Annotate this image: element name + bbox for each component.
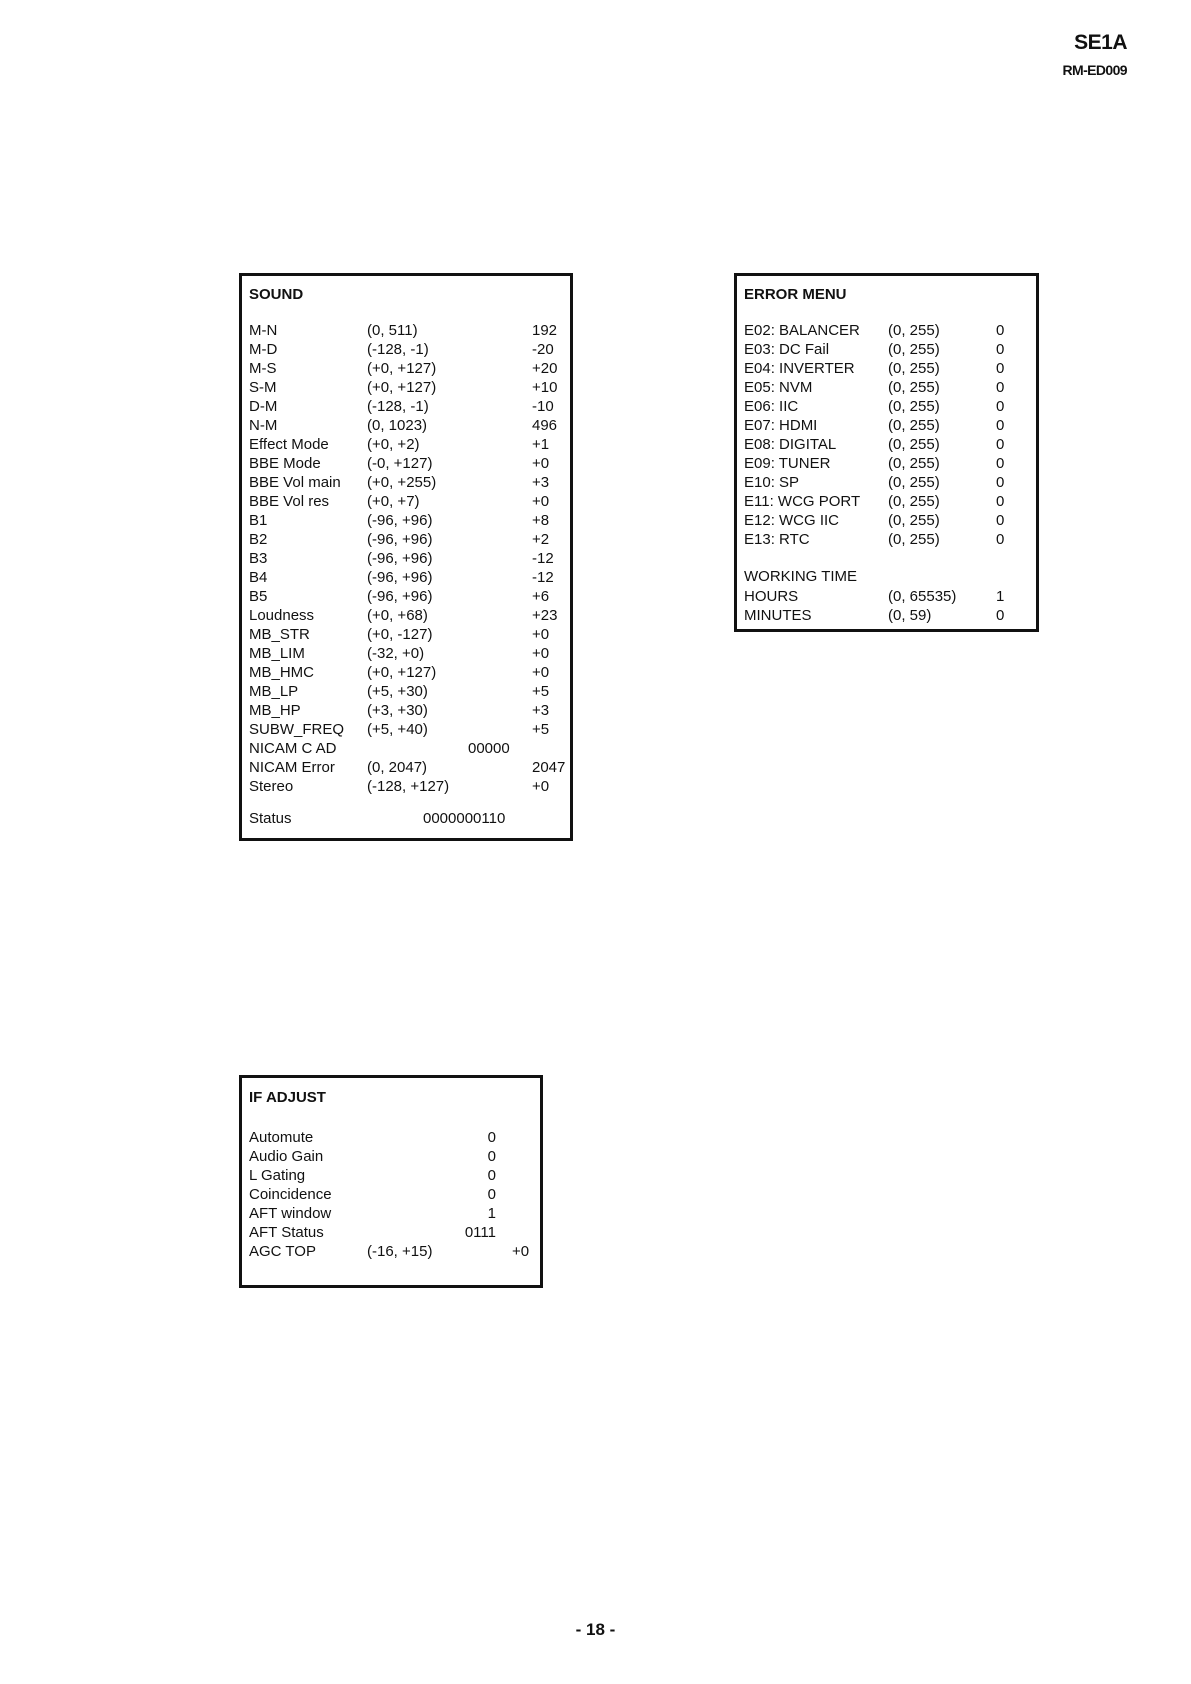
param-value: +0 [532, 455, 550, 472]
error-row [737, 416, 1036, 435]
sound-row [242, 378, 570, 397]
error-range: (0, 255) [888, 531, 940, 548]
error-name: E02: BALANCER [744, 322, 860, 339]
param-value: +3 [532, 474, 550, 491]
param-value: +0 [532, 645, 550, 662]
sound-row [242, 397, 570, 416]
if-row [242, 1223, 540, 1242]
error-row [737, 397, 1036, 416]
error-rows [737, 321, 1036, 549]
error-range: (0, 255) [888, 417, 940, 434]
if-row [242, 1128, 540, 1147]
wt-range: (0, 59) [888, 607, 932, 624]
sound-row [242, 435, 570, 454]
param-name: M-N [249, 322, 278, 339]
sound-row [242, 473, 570, 492]
if-value: +0 [512, 1243, 530, 1260]
param-value: +3 [532, 702, 550, 719]
param-range: (+0, +7) [367, 493, 420, 510]
if-value: 0111 [464, 1224, 496, 1241]
param-value: +0 [532, 626, 550, 643]
param-name: B2 [249, 531, 268, 548]
if-name: AFT window [249, 1205, 332, 1222]
param-value: +23 [532, 607, 558, 624]
param-value: +2 [532, 531, 550, 548]
sound-row [242, 359, 570, 378]
param-range: (0, 2047) [367, 759, 428, 776]
param-name: Loudness [249, 607, 315, 624]
param-value: +10 [532, 379, 558, 396]
sound-row [242, 568, 570, 587]
param-name: MB_STR [249, 626, 310, 643]
param-range: (0, 511) [367, 322, 418, 339]
param-name: B1 [249, 512, 268, 529]
error-name: E07: HDMI [744, 417, 818, 434]
param-range: (-96, +96) [367, 569, 433, 586]
param-value: +20 [532, 360, 558, 377]
param-range: (+0, +127) [367, 360, 437, 377]
working-time-row [737, 587, 1036, 606]
sound-row [242, 454, 570, 473]
param-name: Stereo [249, 778, 294, 795]
param-range: (-128, +127) [367, 778, 450, 795]
param-name: M-D [249, 341, 278, 358]
sound-row [242, 511, 570, 530]
if-name: L Gating [249, 1167, 306, 1184]
error-value: 0 [996, 474, 1005, 491]
param-range: (+0, +127) [367, 379, 437, 396]
param-name: MB_HMC [249, 664, 315, 681]
param-range: (-96, +96) [367, 588, 433, 605]
param-value: +0 [532, 493, 550, 510]
param-name: BBE Vol main [249, 474, 341, 491]
param-value: 496 [532, 417, 558, 434]
error-menu-table [734, 273, 1039, 632]
param-value: +0 [532, 778, 550, 795]
if-name: Automute [249, 1129, 314, 1146]
if-row [242, 1166, 540, 1185]
param-value: -10 [532, 398, 554, 415]
error-range: (0, 255) [888, 360, 940, 377]
error-value: 0 [996, 360, 1005, 377]
error-range: (0, 255) [888, 493, 940, 510]
param-range: (-128, -1) [367, 341, 429, 358]
param-value: 00000 [468, 740, 510, 757]
param-value: +5 [532, 721, 550, 738]
error-row [737, 511, 1036, 530]
error-range: (0, 255) [888, 455, 940, 472]
error-name: E08: DIGITAL [744, 436, 837, 453]
if-value: 0 [487, 1129, 496, 1146]
param-name: BBE Mode [249, 455, 321, 472]
param-name: MB_HP [249, 702, 301, 719]
error-name: E10: SP [744, 474, 800, 491]
if-adjust-table [239, 1075, 543, 1288]
sound-row-nicam-cad [242, 739, 570, 758]
param-range: (+0, +68) [367, 607, 428, 624]
param-range: (+3, +30) [367, 702, 428, 719]
error-range: (0, 255) [888, 512, 940, 529]
error-row [737, 492, 1036, 511]
error-name: E05: NVM [744, 379, 813, 396]
error-value: 0 [996, 455, 1005, 472]
sound-title: SOUND [249, 286, 304, 303]
error-row [737, 321, 1036, 340]
status-value: 0000000110 [423, 810, 506, 827]
sound-row [242, 682, 570, 701]
error-range: (0, 255) [888, 436, 940, 453]
error-name: E06: IIC [744, 398, 799, 415]
param-value: +6 [532, 588, 550, 605]
param-range: (-0, +127) [367, 455, 433, 472]
error-name: E11: WCG PORT [744, 493, 861, 510]
if-row [242, 1204, 540, 1223]
param-range: (+0, +2) [367, 436, 420, 453]
error-row [737, 359, 1036, 378]
param-name: N-M [249, 417, 278, 434]
if-range: (-16, +15) [367, 1243, 433, 1260]
if-name: Coincidence [249, 1186, 332, 1203]
error-name: E04: INVERTER [744, 360, 855, 377]
param-name: BBE Vol res [249, 493, 330, 510]
sound-row [242, 644, 570, 663]
error-value: 0 [996, 341, 1005, 358]
if-name: AFT Status [249, 1224, 324, 1241]
error-name: E03: DC Fail [744, 341, 830, 358]
status-label: Status [249, 810, 292, 827]
sound-row [242, 663, 570, 682]
param-name: S-M [249, 379, 277, 396]
error-row [737, 435, 1036, 454]
error-value: 0 [996, 493, 1005, 510]
param-value: -20 [532, 341, 554, 358]
error-name: E12: WCG IIC [744, 512, 840, 529]
error-range: (0, 255) [888, 474, 940, 491]
model-name: SE1A [1074, 31, 1127, 54]
param-range: (-96, +96) [367, 550, 433, 567]
param-range: (+5, +40) [367, 721, 428, 738]
sound-rows [242, 321, 570, 796]
sound-row [242, 549, 570, 568]
working-time-rows [737, 587, 1036, 625]
if-name: AGC TOP [249, 1243, 316, 1260]
error-name: E09: TUNER [744, 455, 831, 472]
if-name: Audio Gain [249, 1148, 324, 1165]
param-range: (-96, +96) [367, 512, 433, 529]
param-range: (+0, +127) [367, 664, 437, 681]
working-time-label: WORKING TIME [744, 568, 858, 585]
error-name: E13: RTC [744, 531, 810, 548]
param-name: MB_LIM [249, 645, 305, 662]
wt-name: HOURS [744, 588, 799, 605]
wt-name: MINUTES [744, 607, 812, 624]
sound-row [242, 701, 570, 720]
sound-row [242, 625, 570, 644]
param-range: (-32, +0) [367, 645, 425, 662]
param-value: -12 [532, 550, 554, 567]
sound-row [242, 606, 570, 625]
sound-row [242, 758, 570, 777]
sound-row [242, 530, 570, 549]
if-adjust-title: IF ADJUST [249, 1089, 326, 1106]
sound-row [242, 587, 570, 606]
error-value: 0 [996, 398, 1005, 415]
param-range: (+0, +255) [367, 474, 437, 491]
error-value: 0 [996, 417, 1005, 434]
if-value: 0 [487, 1186, 496, 1203]
error-value: 0 [996, 531, 1005, 548]
param-range: (+0, -127) [367, 626, 433, 643]
param-name: B5 [249, 588, 268, 605]
param-value: +0 [532, 664, 550, 681]
sound-table [239, 273, 573, 841]
error-range: (0, 255) [888, 379, 940, 396]
sound-row [242, 492, 570, 511]
if-row-agc [242, 1242, 540, 1261]
sound-row [242, 321, 570, 340]
error-range: (0, 255) [888, 398, 940, 415]
param-value: 192 [532, 322, 558, 339]
error-range: (0, 255) [888, 341, 940, 358]
working-time-row [737, 606, 1036, 625]
error-row [737, 473, 1036, 492]
param-name: M-S [249, 360, 277, 377]
if-value: 0 [487, 1148, 496, 1165]
if-adjust-rows [242, 1128, 540, 1261]
error-row [737, 340, 1036, 359]
param-value: 2047 [532, 759, 566, 776]
error-range: (0, 255) [888, 322, 940, 339]
param-value: -12 [532, 569, 554, 586]
error-value: 0 [996, 512, 1005, 529]
error-row [737, 378, 1036, 397]
param-value: +1 [532, 436, 550, 453]
error-row [737, 530, 1036, 549]
param-value: +5 [532, 683, 550, 700]
param-range: (-128, -1) [367, 398, 429, 415]
error-row [737, 454, 1036, 473]
sound-row [242, 777, 570, 796]
if-row [242, 1185, 540, 1204]
error-value: 0 [996, 322, 1005, 339]
if-row [242, 1147, 540, 1166]
param-name: D-M [249, 398, 278, 415]
sound-row [242, 720, 570, 739]
wt-value: 0 [996, 607, 1005, 624]
param-name: SUBW_FREQ [249, 721, 345, 738]
param-range: (+5, +30) [367, 683, 428, 700]
sound-row [242, 340, 570, 359]
error-value: 0 [996, 379, 1005, 396]
param-name: B3 [249, 550, 268, 567]
if-value: 1 [487, 1205, 496, 1222]
document-code: RM-ED009 [1062, 62, 1127, 78]
param-name: B4 [249, 569, 268, 586]
wt-range: (0, 65535) [888, 588, 957, 605]
param-name: NICAM C AD [249, 740, 337, 757]
param-value: +8 [532, 512, 550, 529]
param-name: Effect Mode [249, 436, 329, 453]
param-name: MB_LP [249, 683, 299, 700]
param-name: NICAM Error [249, 759, 335, 776]
param-range: (-96, +96) [367, 531, 433, 548]
error-value: 0 [996, 436, 1005, 453]
sound-row [242, 416, 570, 435]
if-value: 0 [487, 1167, 496, 1184]
error-menu-title: ERROR MENU [744, 286, 847, 303]
param-range: (0, 1023) [367, 417, 428, 434]
wt-value: 1 [996, 588, 1005, 605]
page-number: - 18 - [575, 1620, 616, 1639]
